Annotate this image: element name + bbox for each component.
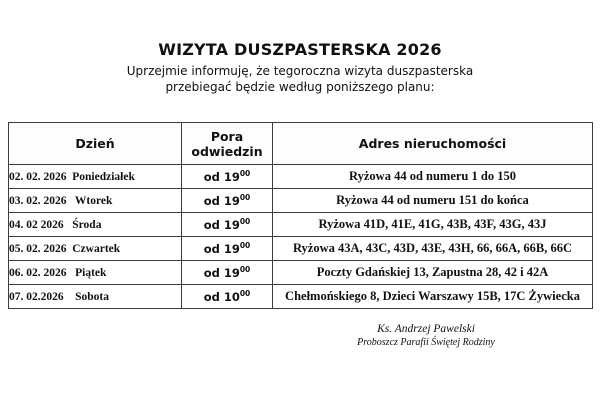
table-header-row <box>9 123 593 165</box>
visit-schedule-table <box>8 122 593 309</box>
time-value: od 19 <box>203 169 240 184</box>
table-row <box>9 165 593 189</box>
day-cell: 05. 02. 2026 Czwartek <box>9 237 182 261</box>
time-cell <box>182 165 273 189</box>
time-cell <box>182 237 273 261</box>
time-value: od 19 <box>203 241 240 256</box>
intro-line-1: Uprzejmie informuję, że tegoroczna wizyta duszpasterska <box>126 64 474 78</box>
intro-line-2: przebiegać będzie według poniższego planu: <box>165 80 435 94</box>
day-cell: 07. 02.2026 Sobota <box>9 285 182 309</box>
address-cell: Ryżowa 43A, 43C, 43D, 43E, 43H, 66, 66A, 66B, 66C <box>273 237 593 261</box>
intro-text <box>0 63 600 95</box>
address-cell: Ryżowa 44 od numeru 151 do końca <box>273 189 593 213</box>
day-cell: 02. 02. 2026 Poniedziałek <box>9 165 182 189</box>
day-cell: 06. 02. 2026 Piątek <box>9 261 182 285</box>
time-minutes: 00 <box>239 192 251 202</box>
table-row <box>9 261 593 285</box>
time-cell <box>182 213 273 237</box>
time-value: od 19 <box>203 193 240 208</box>
address-cell: Ryżowa 41D, 41E, 41G, 43B, 43F, 43G, 43J <box>273 213 593 237</box>
time-minutes: 00 <box>239 240 251 250</box>
time-minutes: 00 <box>239 288 251 298</box>
time-minutes: 00 <box>239 168 251 178</box>
table-row <box>9 237 593 261</box>
table-row <box>9 189 593 213</box>
column-header-address: Adres nieruchomości <box>273 123 593 165</box>
column-header-day: Dzień <box>9 123 182 165</box>
address-cell: Poczty Gdańskiej 13, Zapustna 28, 42 i 42A <box>273 261 593 285</box>
time-cell <box>182 189 273 213</box>
day-cell: 03. 02. 2026 Wtorek <box>9 189 182 213</box>
column-header-time: Pora odwiedzin <box>182 123 273 165</box>
signature-block <box>276 322 576 349</box>
time-value: od 19 <box>203 217 240 232</box>
time-minutes: 00 <box>239 264 251 274</box>
time-value: od 19 <box>203 265 240 280</box>
time-cell <box>182 261 273 285</box>
page-title: WIZYTA DUSZPASTERSKA 2026 <box>158 40 442 59</box>
time-minutes: 00 <box>239 216 251 226</box>
signature-role: Proboszcz Parafii Świętej Rodziny <box>357 337 495 348</box>
time-value: od 10 <box>203 289 240 304</box>
time-cell <box>182 285 273 309</box>
address-cell: Ryżowa 44 od numeru 1 do 150 <box>273 165 593 189</box>
table-row <box>9 213 593 237</box>
table-row <box>9 285 593 309</box>
signature-name: Ks. Andrzej Pawelski <box>377 323 475 335</box>
day-cell: 04. 02 2026 Środa <box>9 213 182 237</box>
address-cell: Chełmońskiego 8, Dzieci Warszawy 15B, 17C Żywiecka <box>273 285 593 309</box>
